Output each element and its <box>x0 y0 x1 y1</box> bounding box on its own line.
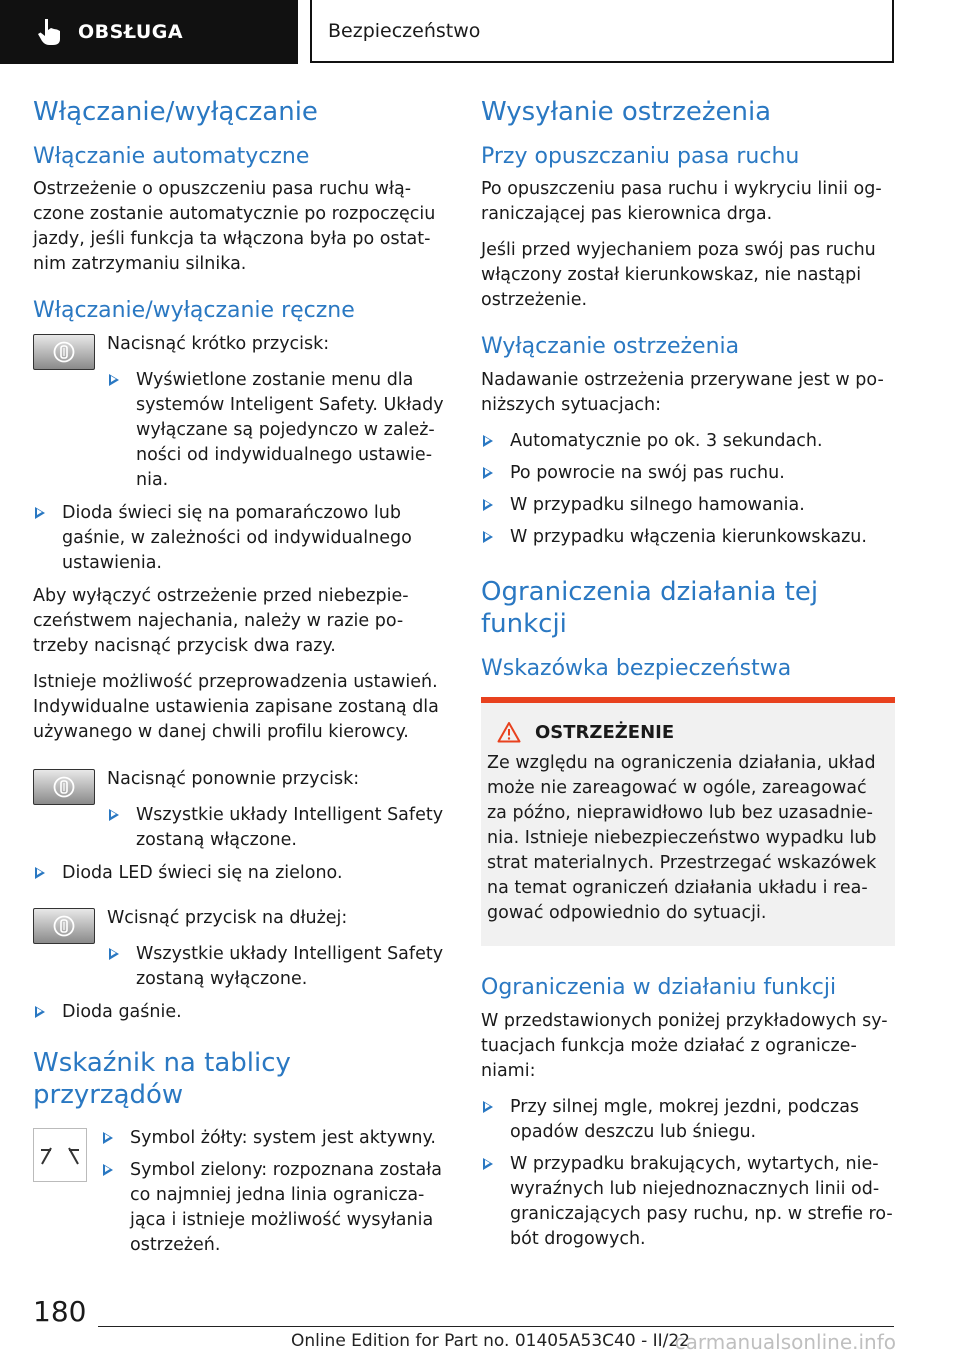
list-item: Po powrocie na swój pas ruchu. <box>481 461 895 486</box>
step3-text: Wcisnąć przycisk na dłużej: <box>107 907 348 928</box>
heading-auto: Włączanie automatyczne <box>33 143 310 169</box>
chapter-tab <box>310 0 894 63</box>
page-number: 180 <box>33 1295 87 1328</box>
hand-pointer-icon <box>36 17 64 47</box>
list-item: Symbol zielony: rozpoznana została co najmniej jedna linia ogranicza-jąca i istnieje możliwość wysyłania ostrzeżeń. <box>101 1158 448 1258</box>
intelligent-safety-button-image <box>33 908 95 944</box>
footer-divider <box>98 1326 894 1327</box>
list-item: W przypadku brakujących, wytartych, nie-wyraźnych lub niejednoznacznych linii od-graniczających pasy ruchu, np. w strefie ro-bót drogowych. <box>481 1152 895 1252</box>
list-item: Automatycznie po ok. 3 sekundach. <box>481 429 895 454</box>
step-short-press <box>33 332 448 501</box>
heading-func-limits: Ograniczenia w działaniu funkcji <box>481 975 837 1001</box>
intelligent-safety-button-image <box>33 334 95 370</box>
list-item: Przy silnej mgle, mokrej jezdni, podczas opadów deszczu lub śniegu. <box>481 1095 895 1145</box>
func-list <box>481 1095 895 1252</box>
list-item: Symbol żółty: system jest aktywny. <box>101 1126 448 1151</box>
list-item: Wszystkie układy Intelligent Safety zostaną włączone. <box>107 803 448 853</box>
edition-text: Online Edition for Part no. 01405A53C40 - II/22 <box>290 1331 690 1351</box>
chapter-label: Bezpieczeństwo <box>328 19 481 42</box>
section-tab <box>0 0 298 64</box>
lane-indicator-image <box>33 1128 87 1182</box>
indicator-row <box>33 1126 448 1266</box>
watermark-text: carmanualsonline.info <box>674 1330 896 1354</box>
step2-text: Nacisnąć ponownie przycisk: <box>107 768 360 789</box>
right-column <box>481 96 895 1260</box>
list-item: Dioda LED świeci się na zielono. <box>33 861 448 886</box>
heading-manual: Włączanie/wyłączanie ręczne <box>33 298 355 324</box>
list-item: Wszystkie układy Intelligent Safety zostaną wyłączone. <box>107 942 448 992</box>
heading-safety-note: Wskazówka bezpieczeństwa <box>481 655 792 681</box>
warning-text: Ze względu na ograniczenia działania, układ może nie zareagować w ogóle, zareagować za późno, nieprawidłowo lub bez uzasadnie-nia. Istnieje niebezpieczeństwo wypadku lub strat materialnych. Przestrzegać wskazówek na temat ograniczeń działania układu i rea-gować odpowiednio do sytuacji. <box>487 753 877 924</box>
intelligent-safety-button-image <box>33 769 95 805</box>
safety-button-icon <box>53 915 75 937</box>
paragraph-settings: Istnieje możliwość przeprowadzenia ustawień. Indywidualne ustawienia zapisane zostaną dla używanego w danej chwili profilu kierowcy. <box>33 671 439 742</box>
list-item: Dioda gaśnie. <box>33 1000 448 1025</box>
func-paragraph: W przedstawionych poniżej przykładowych sy-tuacjach funkcja może działać z ogranicze-niami: <box>481 1010 888 1081</box>
heading-warning-send: Wysyłanie ostrzeżenia <box>481 97 772 127</box>
safety-button-icon <box>53 341 75 363</box>
list-item: Wyświetlone zostanie menu dla systemów Inteligent Safety. Układy wyłączane są pojedynczo w zależ-ności od indywidualnego ustawie-nia. <box>107 368 448 493</box>
heading-indicator: Wskaźnik na tablicy przyrządów <box>33 1047 291 1111</box>
safety-button-icon <box>53 776 75 798</box>
warning-triangle-icon <box>497 721 521 743</box>
left-column <box>33 96 448 1266</box>
lane-paragraph-1: Po opuszczeniu pasa ruchu i wykryciu linii og-raniczającej pas kierownica drga. <box>481 179 882 225</box>
step1-text: Nacisnąć krótko przycisk: <box>107 333 330 354</box>
lane-paragraph-2: Jeśli przed wyjechaniem poza swój pas ruchu włączony został kierunkowskaz, nie nastąpi ostrzeżenie. <box>481 240 876 311</box>
heading-limits: Ograniczenia działania tej funkcji <box>481 576 819 640</box>
auto-paragraph: Ostrzeżenie o opuszczeniu pasa ruchu włą-czone zostanie automatycznie po rozpoczęciu jazdy, jeśli funkcja ta włączona była po ostat-nim zatrzymaniu silnika. <box>33 179 436 275</box>
list-item: Dioda świeci się na pomarańczowo lub gaśnie, w zależności od indywidualnego ustawienia. <box>33 501 448 576</box>
section-label: OBSŁUGA <box>78 21 184 43</box>
list-item: W przypadku włączenia kierunkowskazu. <box>481 525 895 550</box>
warning-box <box>481 697 895 946</box>
lane-departure-icon <box>38 1140 82 1170</box>
heading-warning-off: Wyłączanie ostrzeżenia <box>481 334 740 360</box>
off-list <box>481 429 895 550</box>
heading-lane-leave: Przy opuszczaniu pasa ruchu <box>481 143 800 169</box>
list-item: W przypadku silnego hamowania. <box>481 493 895 518</box>
step-press-again <box>33 767 448 861</box>
warning-title: OSTRZEŻENIE <box>535 721 675 743</box>
paragraph-twice: Aby wyłączyć ostrzeżenie przed niebezpie-czeństwem najechania, należy w razie po-trzeby nacisnąć przycisk dwa razy. <box>33 585 409 656</box>
heading-on-off: Włączanie/wyłączanie <box>33 97 318 127</box>
off-paragraph: Nadawanie ostrzeżenia przerywane jest w po-niższych sytuacjach: <box>481 369 884 415</box>
step-long-press <box>33 906 448 1000</box>
